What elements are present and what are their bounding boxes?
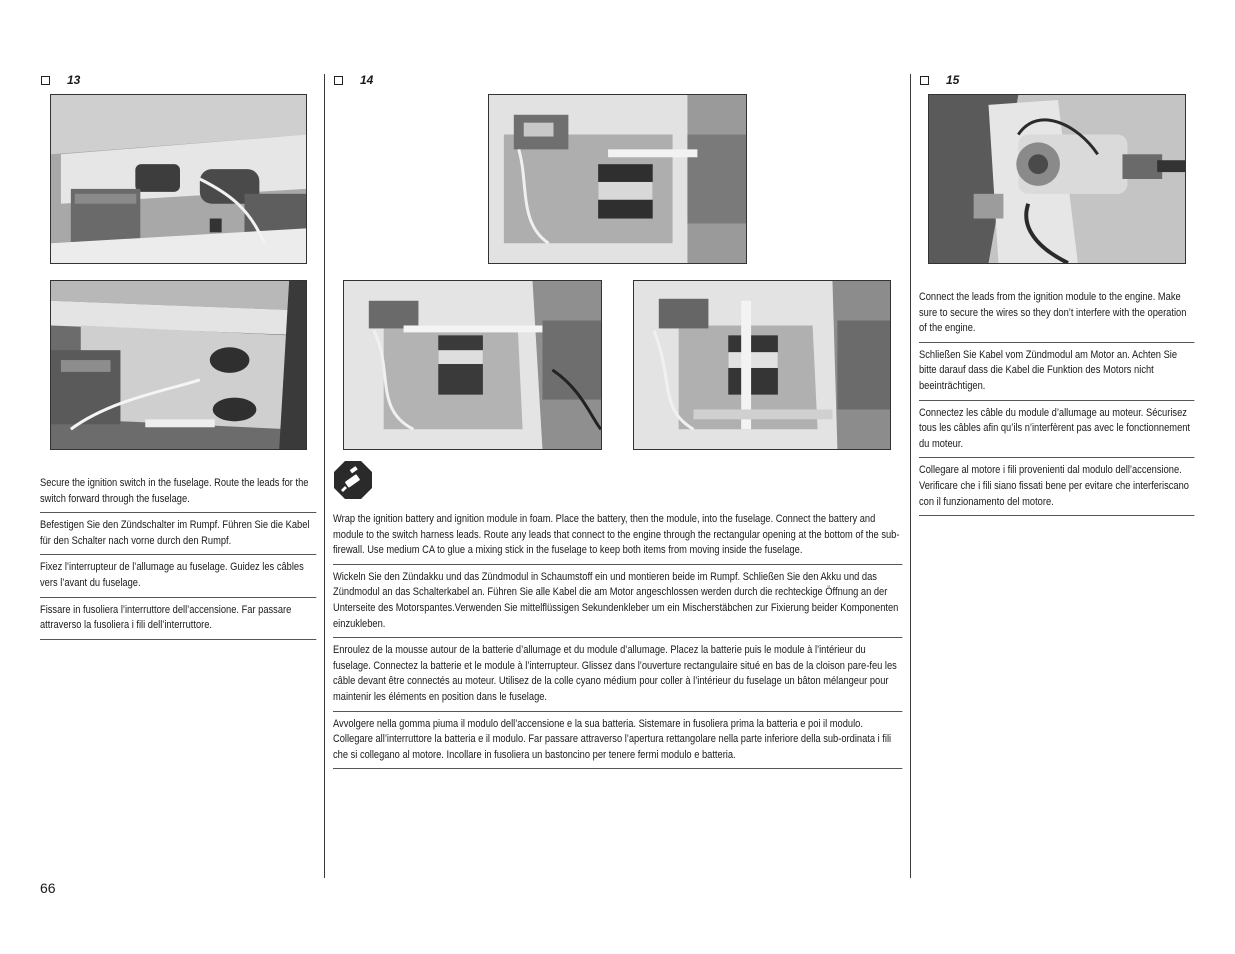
step-13-text-fr: Fixez l’interrupteur de l’allumage au fuselage. Guidez les câbles vers l’avant du fuselage. xyxy=(40,559,316,597)
step-14-photo-bottom-right xyxy=(633,280,891,450)
photo-icon xyxy=(51,95,306,263)
step-number: 14 xyxy=(360,73,374,87)
step-15-text-fr: Connectez les câble du module d’allumage au moteur. Sécurisez tous les câbles afin qu’ils n’interfèrent pas avec le fonctionnement du moteur. xyxy=(919,405,1194,459)
step-13-header xyxy=(41,73,80,87)
step-13-photo-top xyxy=(50,94,307,264)
step-14-text-fr: Enroulez de la mousse autour de la batterie d’allumage et du module d’allumage. Placez la batterie puis le module à l’intérieur du fuselage. Connectez la batterie et le module à l’interrupteur. Glissez dans l’ouverture rectangulaire situé en bas de la cloison pare-feu les câble devant être connectés au moteur. Utilisez de la colle cyano médium pour coller à l’intérieur du fuselage un bâton mélangeur pour maintenir les éléments en position dans le fuselage. xyxy=(333,642,902,711)
step-15-instructions xyxy=(919,289,1194,520)
page-number: 66 xyxy=(40,880,56,896)
step-14-text-it: Avvolgere nella gomma piuma il modulo dell’accensione e la sua batteria. Sistemare in fusoliera prima la batteria e poi il modulo. Collegare all’interruttore la batteria e il modulo. Far passare attraverso l’apertura rettangolare nella parte inferiore della sub-ordinata i fili che si collegano al motore. Incollare in fusoliera un bastoncino per tenere fermi modulo e batteria. xyxy=(333,716,902,770)
step-13-instructions xyxy=(40,475,316,644)
step-14-text-de: Wickeln Sie den Zündakku und das Zündmodul in Schaumstoff ein und montieren beide im Rumpf. Schließen Sie den Akku und das Zündmodul an das Schalterkabel an. Führen Sie alle Kabel die am Motor angeschlossen werden durch die rechteckige Öffnung an der Unterseite des Motorspantes.Verwenden Sie mittelflüssigen Sekundenkleber um ein Mischerstäbchen zur Fixierung beider Komponenten einzukleben. xyxy=(333,569,902,638)
step-13-text-de: Befestigen Sie den Zündschalter im Rumpf. Führen Sie die Kabel für den Schalter nach vorne durch den Rumpf. xyxy=(40,517,316,555)
step-14-photo-top xyxy=(488,94,747,264)
step-13-photo-bottom xyxy=(50,280,307,450)
step-14-photo-bottom-left xyxy=(343,280,602,450)
column-divider-left xyxy=(324,74,325,878)
step-15-photo xyxy=(928,94,1186,264)
step-15-text-en: Connect the leads from the ignition module to the engine. Make sure to secure the wires so they don’t interfere with the operation of the engine. xyxy=(919,289,1194,343)
column-divider-right xyxy=(910,74,911,878)
checkbox-icon[interactable] xyxy=(920,76,929,85)
step-14-instructions xyxy=(333,511,902,773)
step-13-text-en: Secure the ignition switch in the fuselage. Route the leads for the switch forward through the fuselage. xyxy=(40,475,316,513)
step-14-text-en: Wrap the ignition battery and ignition module in foam. Place the battery, then the module, into the fuselage. Connect the battery and module to the switch harness leads. Route any leads that connect to the engine through the rectangular opening at the bottom of the sub-firewall. Use medium CA to glue a mixing stick in the fuselage to keep both items from moving inside the fuselage. xyxy=(333,511,902,565)
step-number: 13 xyxy=(67,73,81,87)
step-number: 15 xyxy=(946,73,960,87)
step-13-text-it: Fissare in fusoliera l’interruttore dell’accensione. Far passare attraverso la fusoliera i fili dell’interruttore. xyxy=(40,602,316,640)
step-15-text-it: Collegare al motore i fili provenienti dal modulo dell’accensione. Verificare che i fili siano fissati bene per evitare che interferiscano con il funzionamento del motore. xyxy=(919,462,1194,516)
checkbox-icon[interactable] xyxy=(334,76,343,85)
ca-glue-icon xyxy=(334,461,372,499)
step-14-header xyxy=(334,73,373,87)
step-15-text-de: Schließen Sie Kabel vom Zündmodul am Motor an. Achten Sie bitte darauf dass die Kabel die Funktion des Motors nicht beeinträchtigen. xyxy=(919,347,1194,401)
step-15-header xyxy=(920,73,959,87)
checkbox-icon[interactable] xyxy=(41,76,50,85)
